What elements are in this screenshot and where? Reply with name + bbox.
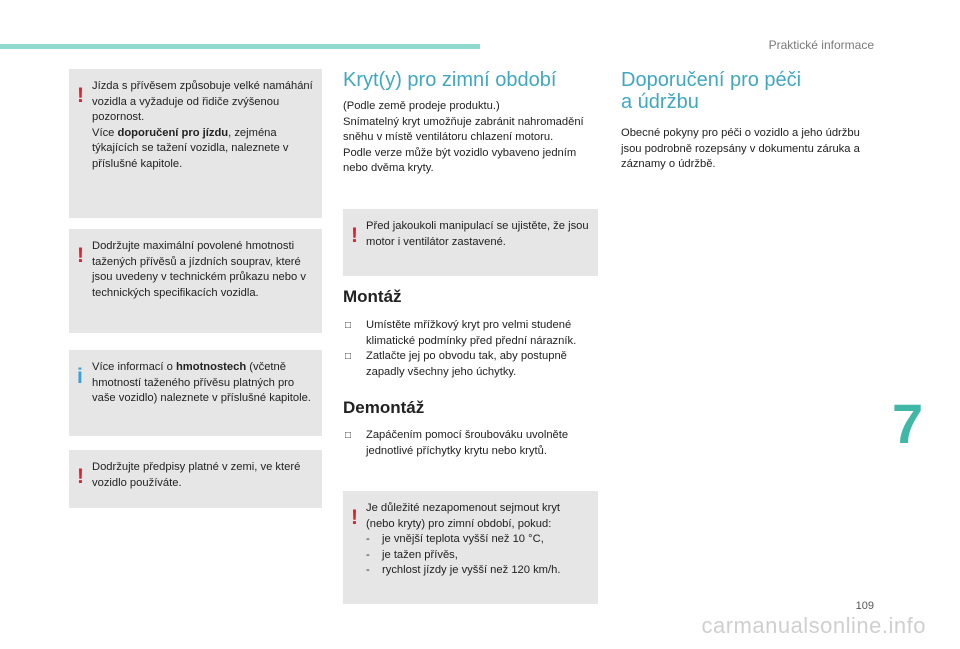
warning-box-engine (343, 209, 598, 276)
box-text: Dodržujte předpisy platné v zemi, ve které vozidlo používáte. (92, 461, 301, 489)
subheading-montaz: Montáž (343, 287, 402, 306)
warning-icon: ! (77, 244, 84, 267)
subheading-demontaz: Demontáž (343, 398, 425, 417)
box-text: Více doporučení pro jízdu, zejména týkajících se tažení vozidla, naleznete v příslušné kapitole. (92, 126, 289, 170)
condition-list (366, 532, 590, 579)
box-text: Dodržujte maximální povolené hmotnosti tažených přívěsů a jízdních souprav, které jsou uvedeny v technickém průkazu nebo v technických specifikacích vozidla. (92, 240, 306, 299)
list-item: □ Umístěte mřížkový kryt pro velmi studené klimatické podmínky před přední nárazník. (345, 319, 577, 347)
warning-icon: ! (351, 506, 358, 529)
chapter-number: 7 (892, 392, 924, 455)
warning-icon: ! (77, 465, 84, 488)
header-bar (0, 44, 480, 49)
section-title: Praktické informace (768, 38, 874, 52)
checkbox-bullet-icon: □ (345, 320, 352, 331)
box-text: Před jakoukoli manipulací se ujistěte, že jsou motor i ventilátor zastavené. (366, 220, 589, 248)
list-item: - rychlost jízdy je vyšší než 120 km/h. (366, 563, 590, 579)
box-text: Jízda s přívěsem způsobuje velké namáhání vozidla a vyžaduje od řidiče zvýšenou pozornost. (92, 80, 313, 123)
intro-text: (Podle země prodeje produktu.) Snímatelný kryt umožňuje zabránit nahromadění sněhu v místě ventilátoru chlazení motoru. Podle verze může být vozidlo vybaveno jedním nebo dvěma kryty. (343, 100, 584, 174)
info-icon: i (77, 365, 83, 388)
section-heading: Kryt(y) pro zimní období (343, 69, 557, 91)
warning-icon: ! (351, 224, 358, 247)
warning-icon: ! (77, 84, 84, 107)
list-item: - je vnější teplota vyšší než 10 °C, (366, 532, 590, 548)
box-text: Je důležité nezapomenout sejmout kryt (nebo kryty) pro zimní období, pokud: (366, 502, 561, 530)
page-number: 109 (855, 600, 874, 612)
list-item: □ Zatlačte jej po obvodu tak, aby postupně zapadly všechny jeho úchytky. (345, 350, 567, 378)
checkbox-bullet-icon: □ (345, 351, 352, 362)
list-item: - je tažen přívěs, (366, 548, 590, 564)
list-item: □ Zapáčením pomocí šroubováku uvolněte jednotlivé příchytky krytu nebo krytů. (345, 429, 569, 457)
warning-box-towing (69, 69, 322, 218)
watermark: carmanualsonline.info (701, 613, 926, 638)
checkbox-bullet-icon: □ (345, 430, 352, 441)
warning-box-weights (69, 229, 322, 333)
box-text: Více informací o hmotnostech (včetně hmotností taženého přívěsu platných pro vaše vozidlo) naleznete v příslušné kapitole. (92, 361, 311, 404)
body-text: Obecné pokyny pro péči o vozidlo a jeho údržbu jsou podrobně rozepsány v dokumentu záruka a záznamy o údržbě. (621, 127, 860, 170)
info-box-weights (69, 350, 322, 436)
warning-box-removal (343, 491, 598, 604)
section-heading: Doporučení pro péči a údržbu (621, 69, 802, 113)
warning-box-regulations (69, 450, 322, 508)
